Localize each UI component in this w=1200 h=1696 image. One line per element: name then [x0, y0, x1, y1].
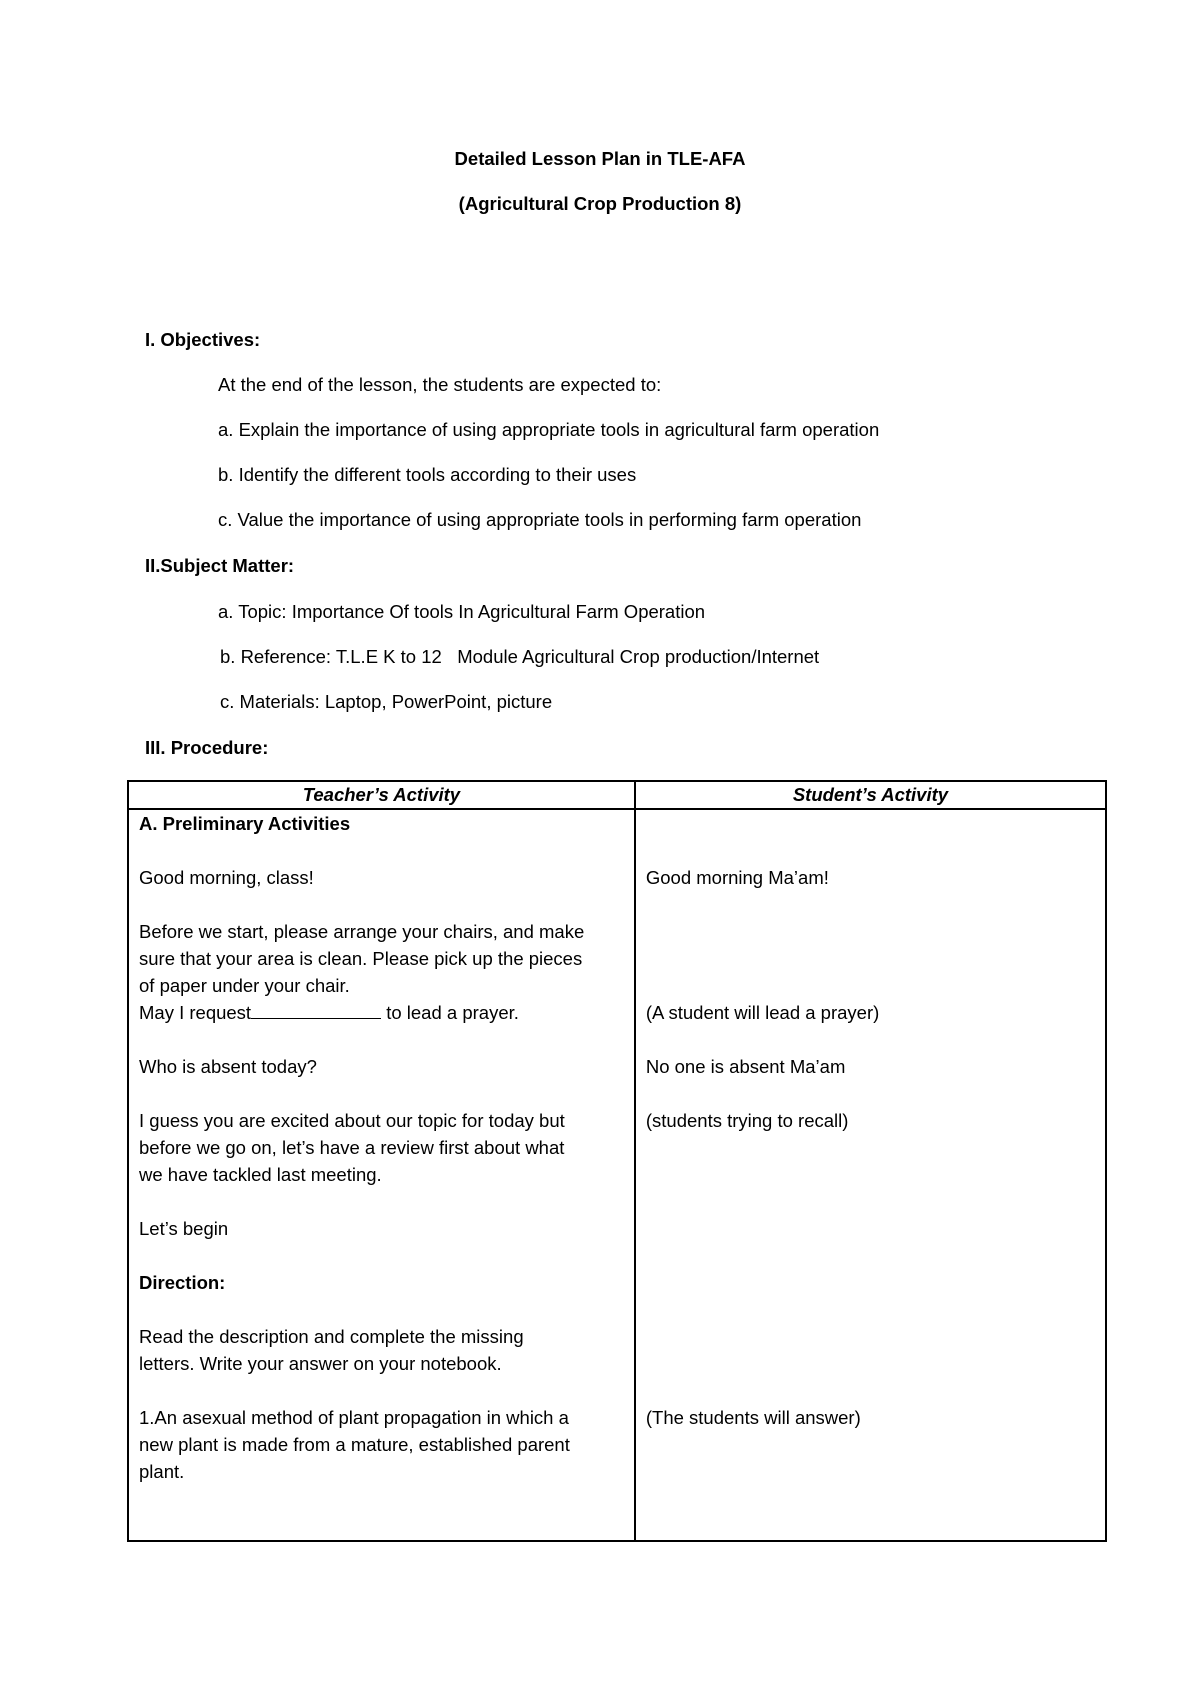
- objective-item: a. Explain the importance of using appropriate tools in agricultural farm operation: [218, 419, 880, 440]
- prayer-request-text: May I request: [139, 1002, 252, 1023]
- teacher-activity-header: Teacher’s Activity: [128, 781, 635, 809]
- student-answer: (The students will answer): [645, 1407, 861, 1428]
- objective-item: c. Value the importance of using appropriate tools in performing farm operation: [218, 509, 862, 530]
- page-title: Detailed Lesson Plan in TLE-AFA: [454, 148, 746, 169]
- direction-heading: Direction:: [139, 1272, 226, 1293]
- student-greeting: Good morning Ma’am!: [645, 867, 829, 888]
- page-subtitle: (Agricultural Crop Production 8): [458, 193, 742, 214]
- teacher-prayer-request: [139, 999, 519, 1026]
- teacher-instruction-line: sure that your area is clean. Please pick up the pieces: [139, 948, 583, 969]
- procedure-table: [127, 780, 1107, 1542]
- teacher-instruction-line: of paper under your chair.: [139, 975, 350, 996]
- student-recall: (students trying to recall): [645, 1110, 849, 1131]
- student-prayer: (A student will lead a prayer): [645, 1002, 880, 1023]
- subject-matter-item: b. Reference: T.L.E K to 12 Module Agricultural Crop production/Internet: [220, 646, 820, 667]
- teacher-greeting: Good morning, class!: [139, 867, 314, 888]
- teacher-review-line: we have tackled last meeting.: [139, 1164, 382, 1185]
- objectives-intro: At the end of the lesson, the students are expected to:: [218, 374, 662, 395]
- objective-item: b. Identify the different tools according to their uses: [218, 464, 637, 485]
- teacher-instruction-line: Before we start, please arrange your chairs, and make: [139, 921, 585, 942]
- teacher-begin: Let’s begin: [139, 1218, 229, 1239]
- preliminary-activities-heading: A. Preliminary Activities: [139, 813, 351, 834]
- question-line: plant.: [139, 1461, 185, 1482]
- procedure-heading: III. Procedure:: [145, 737, 269, 758]
- teacher-review-line: before we go on, let’s have a review first about what: [139, 1137, 565, 1158]
- question-line: 1.An asexual method of plant propagation in which a: [139, 1407, 569, 1428]
- subject-matter-item: a. Topic: Importance Of tools In Agricultural Farm Operation: [218, 601, 706, 622]
- teacher-review-line: I guess you are excited about our topic for today but: [139, 1110, 565, 1131]
- teacher-activity-cell: [128, 809, 635, 1541]
- teacher-absent-question: Who is absent today?: [139, 1056, 317, 1077]
- subject-matter-heading: II.Subject Matter:: [145, 555, 295, 576]
- student-activity-header: Student’s Activity: [635, 781, 1106, 809]
- direction-line: Read the description and complete the missing: [139, 1326, 524, 1347]
- name-blank: [251, 1000, 381, 1019]
- subject-matter-item: c. Materials: Laptop, PowerPoint, picture: [220, 691, 553, 712]
- objectives-heading: I. Objectives:: [145, 329, 261, 350]
- question-line: new plant is made from a mature, established parent: [139, 1434, 570, 1455]
- student-activity-cell: [635, 809, 1106, 1541]
- direction-line: letters. Write your answer on your notebook.: [139, 1353, 502, 1374]
- prayer-request-suffix: to lead a prayer.: [381, 1002, 519, 1023]
- student-absent-answer: No one is absent Ma’am: [645, 1056, 846, 1077]
